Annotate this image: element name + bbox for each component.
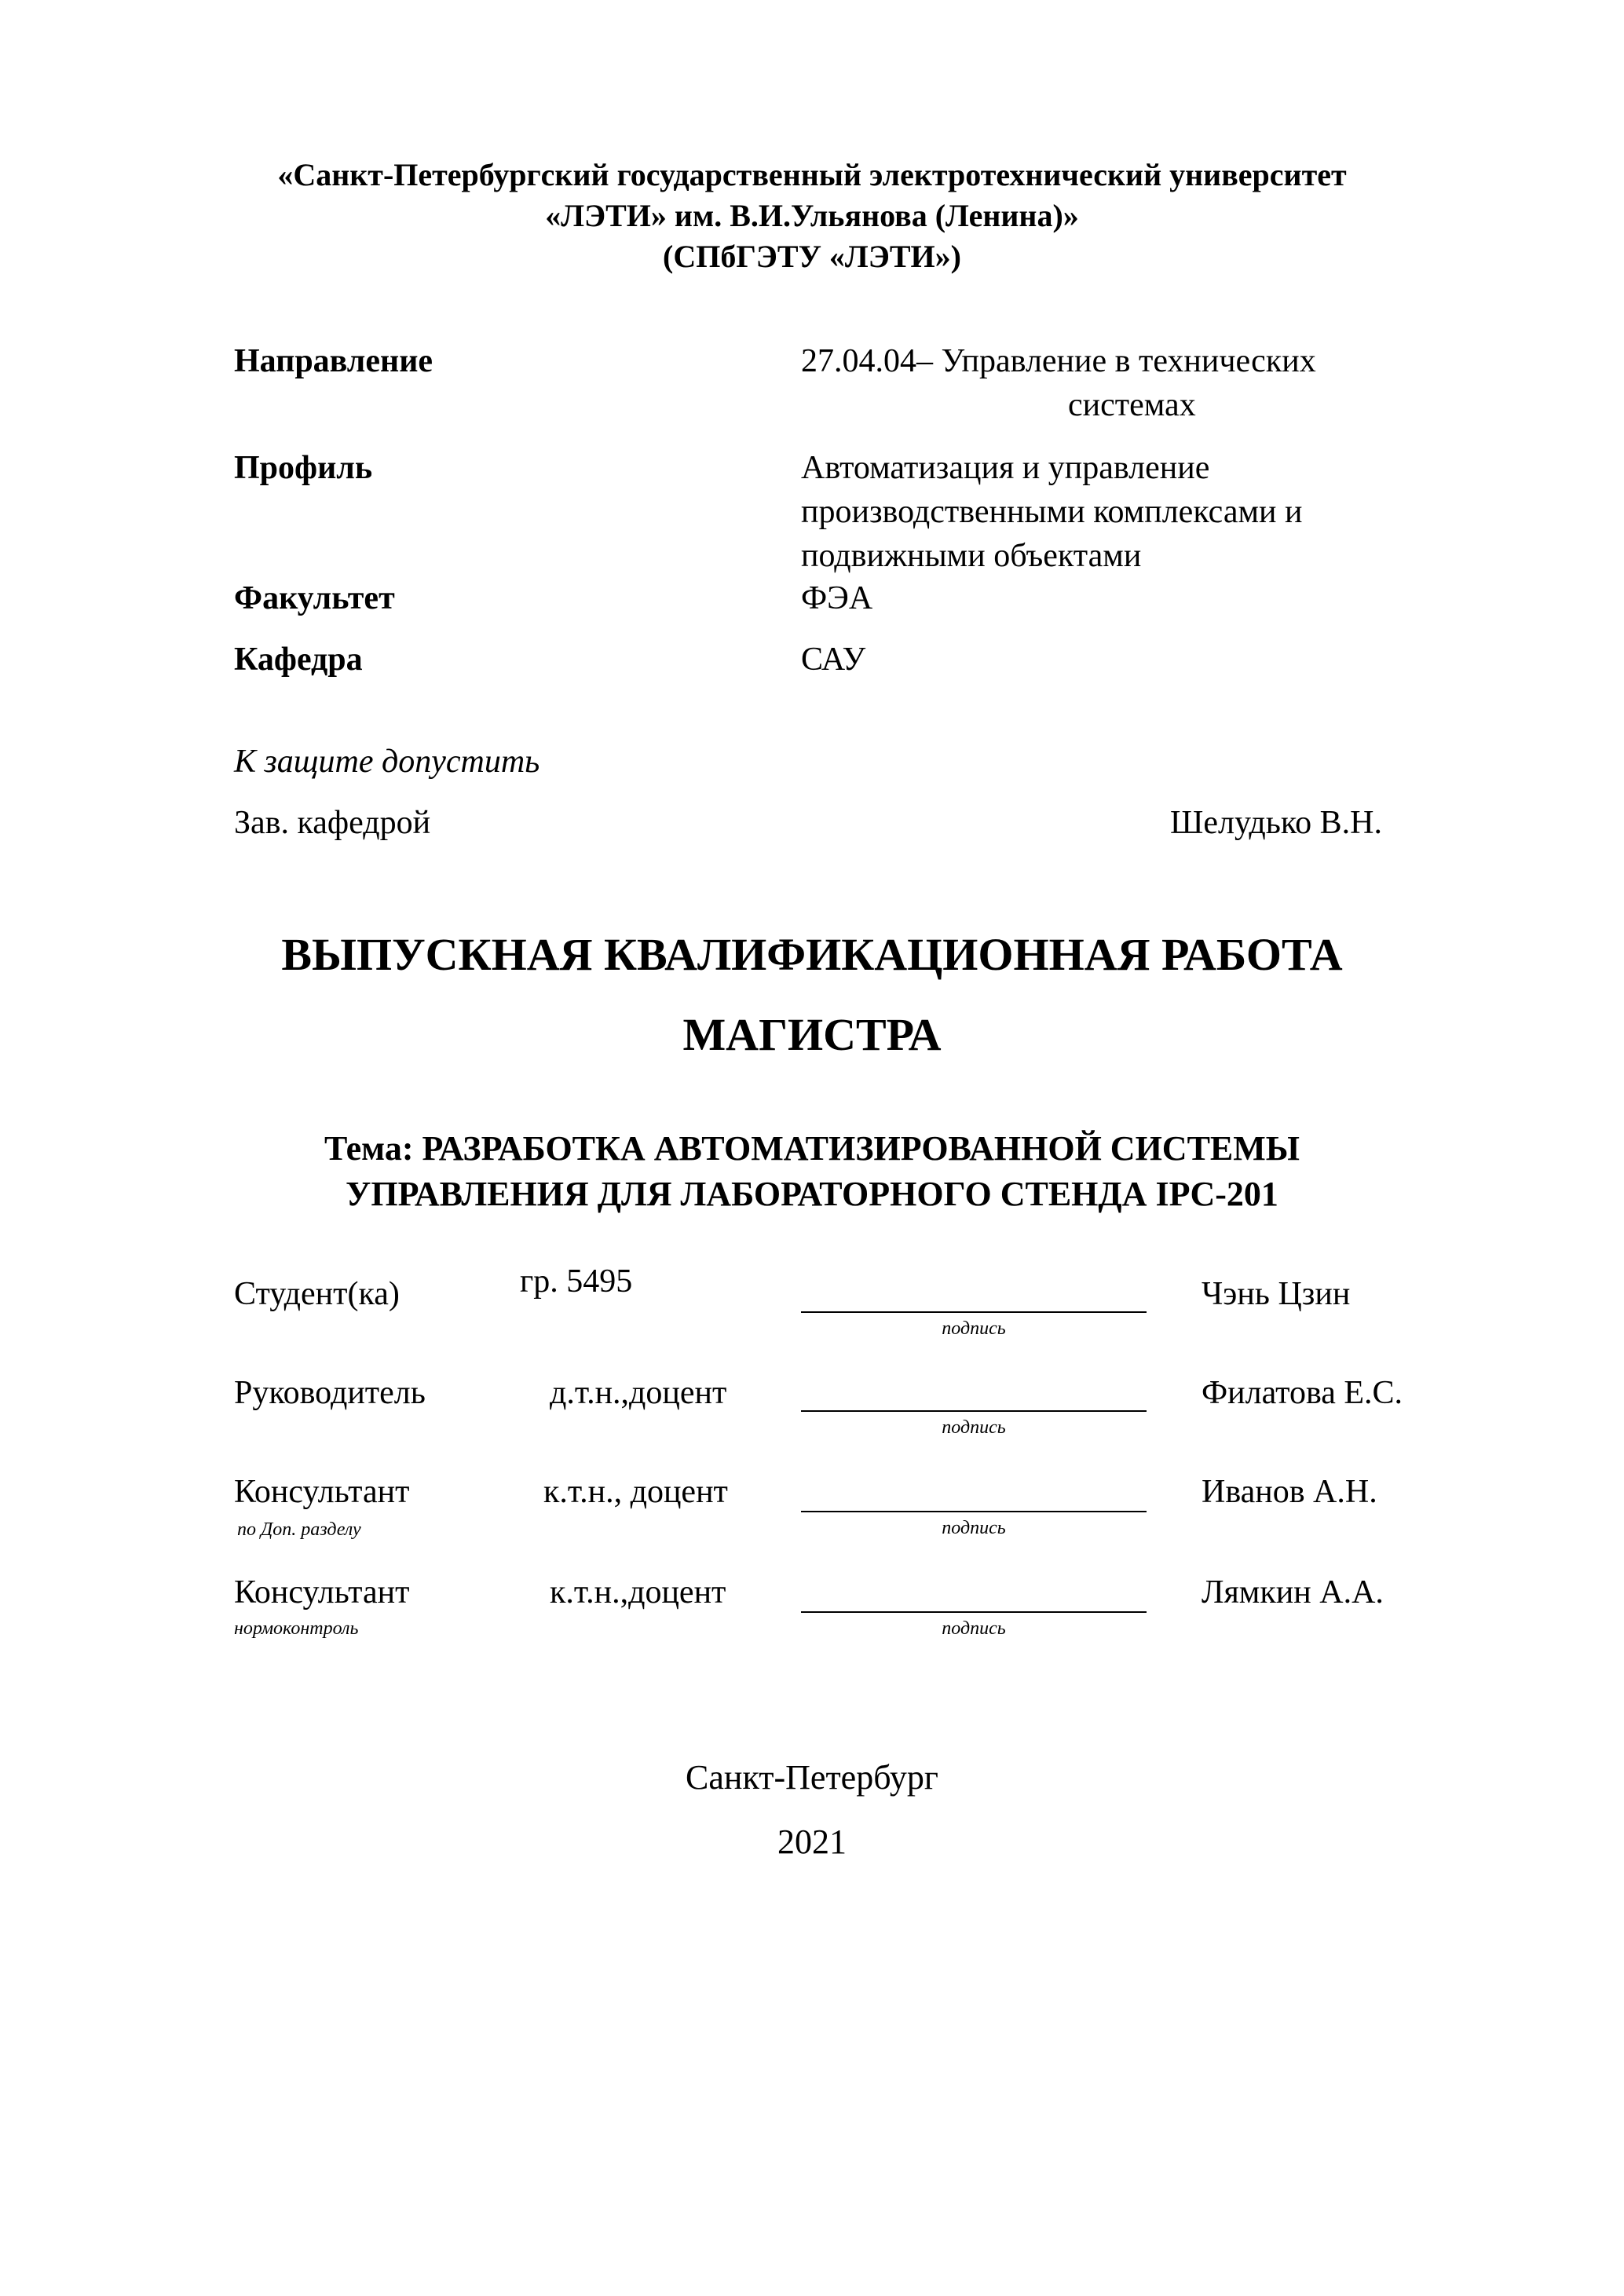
signature-line — [801, 1410, 1147, 1412]
role-subcaption: по Доп. разделу — [237, 1519, 361, 1540]
signature-caption: подпись — [942, 1618, 1006, 1639]
signature-caption: подпись — [942, 1518, 1006, 1538]
profile-value-line3: подвижными объектами — [801, 538, 1142, 574]
university-name-line1: «Санкт-Петербургский государственный электротехнический университет — [277, 157, 1347, 192]
person-name: Филатова Е.С. — [1202, 1375, 1403, 1411]
signature-line — [801, 1511, 1147, 1512]
role-label: Студент(ка) — [234, 1276, 400, 1312]
faculty-label: Факультет — [234, 580, 395, 616]
topic-line2: УПРАВЛЕНИЯ ДЛЯ ЛАБОРАТОРНОГО СТЕНДА IPC-201 — [346, 1175, 1278, 1213]
admit-to-defense: К защите допустить — [234, 744, 540, 780]
department-value: САУ — [801, 642, 866, 678]
city: Санкт-Петербург — [686, 1758, 938, 1797]
role-detail: к.т.н.,доцент — [550, 1574, 726, 1610]
profile-value-line2: производственными комплексами и — [801, 494, 1303, 530]
profile-value-line1: Автоматизация и управление — [801, 450, 1210, 486]
faculty-value: ФЭА — [801, 580, 873, 616]
person-name: Иванов А.Н. — [1202, 1474, 1377, 1510]
signature-caption: подпись — [942, 1417, 1006, 1438]
role-label: Руководитель — [234, 1375, 426, 1411]
person-name: Лямкин А.А. — [1202, 1574, 1384, 1610]
signature-line — [801, 1611, 1147, 1613]
direction-value-line2: системах — [1068, 387, 1196, 423]
university-abbrev: (СПбГЭТУ «ЛЭТИ») — [663, 239, 961, 274]
direction-value-line1: 27.04.04– Управление в технических — [801, 343, 1316, 379]
signature-line — [801, 1311, 1147, 1313]
person-name: Чэнь Цзин — [1202, 1276, 1351, 1312]
role-subcaption: нормоконтроль — [234, 1618, 359, 1639]
role-detail: гр. 5495 — [520, 1263, 633, 1300]
role-detail: к.т.н., доцент — [543, 1474, 728, 1510]
topic-line1: Тема: РАЗРАБОТКА АВТОМАТИЗИРОВАННОЙ СИСТЕМЫ — [324, 1129, 1300, 1168]
direction-label: Направление — [234, 343, 433, 379]
work-title-line1: ВЫПУСКНАЯ КВАЛИФИКАЦИОННАЯ РАБОТА — [281, 929, 1343, 980]
role-label: Консультант — [234, 1574, 410, 1610]
signature-caption: подпись — [942, 1318, 1006, 1339]
university-name-line2: «ЛЭТИ» им. В.И.Ульянова (Ленина)» — [545, 198, 1079, 233]
head-of-department-label: Зав. кафедрой — [234, 805, 431, 841]
profile-label: Профиль — [234, 450, 373, 486]
year: 2021 — [777, 1823, 847, 1861]
role-detail: д.т.н.,доцент — [550, 1375, 727, 1411]
work-title-line2: МАГИСТРА — [682, 1009, 942, 1060]
department-label: Кафедра — [234, 642, 363, 678]
role-label: Консультант — [234, 1474, 410, 1510]
head-of-department-name: Шелудько В.Н. — [1170, 805, 1382, 841]
